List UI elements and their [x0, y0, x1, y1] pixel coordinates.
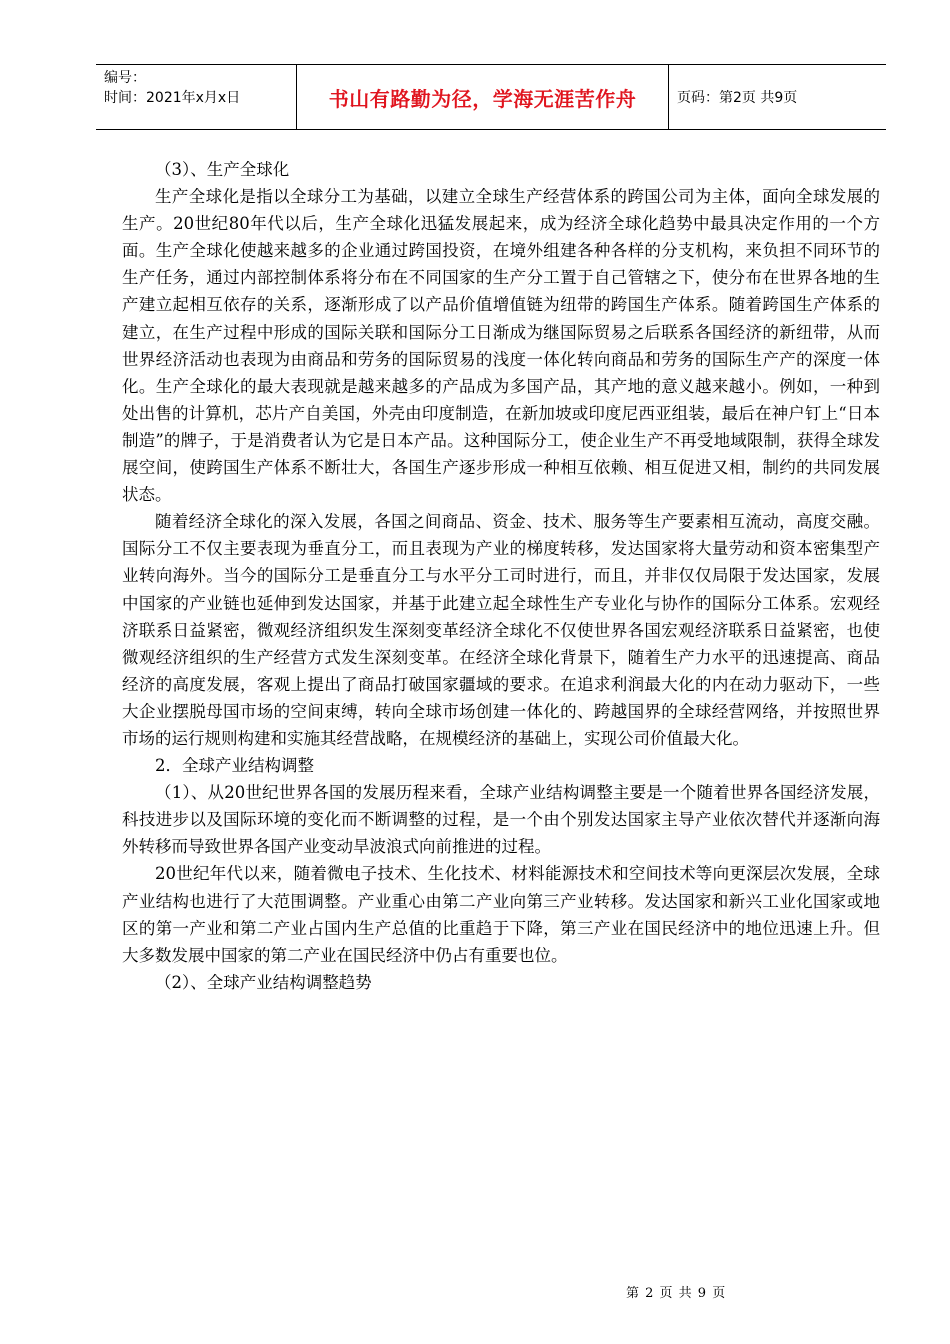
header-motto: 书山有路勤为径，学海无涯苦作舟	[297, 65, 669, 129]
document-number-label: 编号：	[104, 70, 146, 86]
page-header	[96, 64, 886, 130]
document-body	[122, 156, 880, 996]
section-heading-production-globalization: （3）、生产全球化	[155, 160, 290, 179]
paragraph: 随着经济全球化的深入发展，各国之间商品、资金、技术、服务等生产要素相互流动，高度交融。国际分工不仅主要表现为垂直分工，而且表现为产业的梯度转移，发达国家将大量劳动和资本密集型产业转向海外。当今的国际分工是垂直分工与水平分工司时进行，而且，并非仅仅局限于发达国家，发展中国家的产业链也延伸到发达国家，并基于此建立起全球性生产专业化与协作的国际分工体系。宏观经济联系日益紧密，微观经济组织发生深刻变革经济全球化不仅使世界各国宏观经济联系日益紧密，也使微观经济组织的生产经营方式发生深刻变革。在经济全球化背景下，随着生产力水平的迅速提高、商品经济的高度发展，客观上提出了商品打破国家疆域的要求。在追求利润最大化的内在动力驱动下，一些大企业摆脱母国市场的空间束缚，转向全球市场创建一体化的、跨越国界的全球经营网络，并按照世界市场的运行规则构建和实施其经营战略，在规模经济的基础上，实现公司价值最大化。	[122, 512, 880, 748]
document-time-label: 时间：2021年x月x日	[104, 90, 241, 106]
header-info-cell	[96, 65, 297, 129]
section-heading-restructuring-trend: （2）、全球产业结构调整趋势	[155, 972, 372, 992]
page-footer: 第 2 页 共 9 页	[626, 1286, 727, 1301]
paragraph: 20世纪年代以来，随着微电子技术、生化技术、材料能源技术和空间技术等向更深层次发展，全球产业结构也进行了大范围调整。产业重心由第二产业向第三产业转移。发达国家和新兴工业化国家或地区的第一产业和第二产业占国内生产总值的比重趋于下降，第三产业在国民经济中的地位迅速上升。但大多数发展中国家的第二产业在国民经济中仍占有重要也位。	[122, 864, 880, 965]
paragraph: 生产全球化是指以全球分工为基础，以建立全球生产经营体系的跨国公司为主体，面向全球发展的生产。20世纪80年代以后，生产全球化迅猛发展起来，成为经济全球化趋势中最具决定作用的一个方面。生产全球化使越来越多的企业通过跨国投资，在境外组建各种各样的分支机构，来负担不同环节的生产任务，通过内部控制体系将分布在不同国家的生产分工置于自己管辖之下，使分布在世界各地的生产建立起相互依存的关系，逐渐形成了以产品价值增值链为纽带的跨国生产体系。随着跨国生产体系的建立，在生产过程中形成的国际关联和国际分工日渐成为继国际贸易之后联系各国经济的新纽带，从而世界经济活动也表现为由商品和劳务的国际贸易的浅度一体化转向商品和劳务的国际生产产的深度一体化。生产全球化的最大表现就是越来越多的产品成为多国产品，其产地的意义越来越小。例如，一种到处出售的计算机，芯片产自美国，外壳由印度制造，在新加坡或印度尼西亚组装，最后在神户钉上“日本制造”的牌子，于是消费者认为它是日本产品。这种国际分工，使企业生产不再受地域限制，获得全球发展空间，使跨国生产体系不断壮大，各国生产逐步形成一种相互依赖、相互促进又相，制约的共同发展状态。	[122, 187, 880, 505]
header-page-code: 页码：第2页 共9页	[677, 90, 798, 106]
paragraph: （1）、从20世纪世界各国的发展历程来看，全球产业结构调整主要是一个随着世界各国经济发展，科技进步以及国际环境的变化而不断调整的过程，是一个由个别发达国家主导产业依次替代并逐渐向海外转移而导致世界各国产业变动旱波浪式向前推进的过程。	[122, 783, 880, 857]
section-heading-industry-restructuring: 2．全球产业结构调整	[155, 756, 314, 776]
